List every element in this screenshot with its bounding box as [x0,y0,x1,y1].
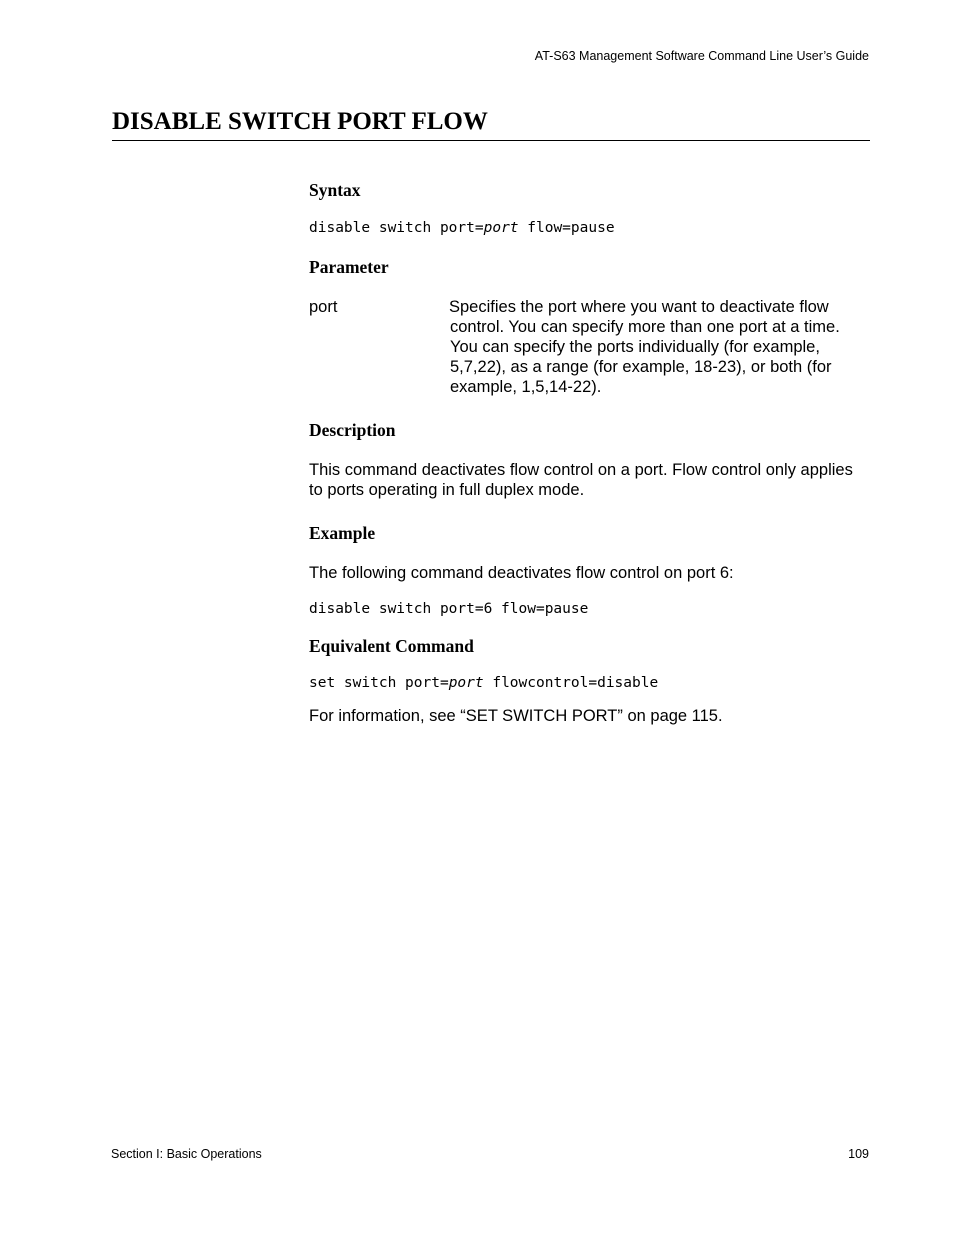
equivalent-command-heading: Equivalent Command [309,636,474,656]
equivalent-code-variable: port [448,675,484,691]
parameter-heading: Parameter [309,257,389,277]
syntax-heading: Syntax [309,180,361,200]
syntax-code-variable: port [483,220,519,236]
equivalent-code-prefix: set switch port= [309,675,449,691]
description-heading: Description [309,420,396,440]
equivalent-code-suffix: flowcontrol=disable [483,675,659,691]
running-header: AT-S63 Management Software Command Line User’s Guide [534,49,869,63]
page-title: DISABLE SWITCH PORT FLOW [112,107,870,141]
parameter-name: port [309,298,338,316]
example-text: The following command deactivates flow control on port 6: [309,564,734,582]
example-heading: Example [309,523,376,543]
syntax-code-prefix: disable switch port= [309,220,484,236]
parameter-row [309,297,871,397]
footer-page-number: 109 [848,1147,869,1161]
footer-section: Section I: Basic Operations [111,1147,262,1161]
command-content [309,180,871,726]
syntax-code-suffix: flow=pause [518,220,615,236]
parameter-description: Specifies the port where you want to deactivate flow control. You can specify more than one port at a time. You can specify the ports individually (for example, 5,7,22), as a range (for example, 18-23), or both (for example, 1,5,14-22). [449,298,840,396]
example-code: disable switch port=6 flow=pause [309,601,589,617]
description-text: This command deactivates flow control on a port. Flow control only applies to ports operating in full duplex mode. [309,461,853,499]
cross-reference-text: For information, see “SET SWITCH PORT” on page 115. [309,707,723,725]
syntax-code [309,219,871,237]
equivalent-command-code [309,674,871,692]
